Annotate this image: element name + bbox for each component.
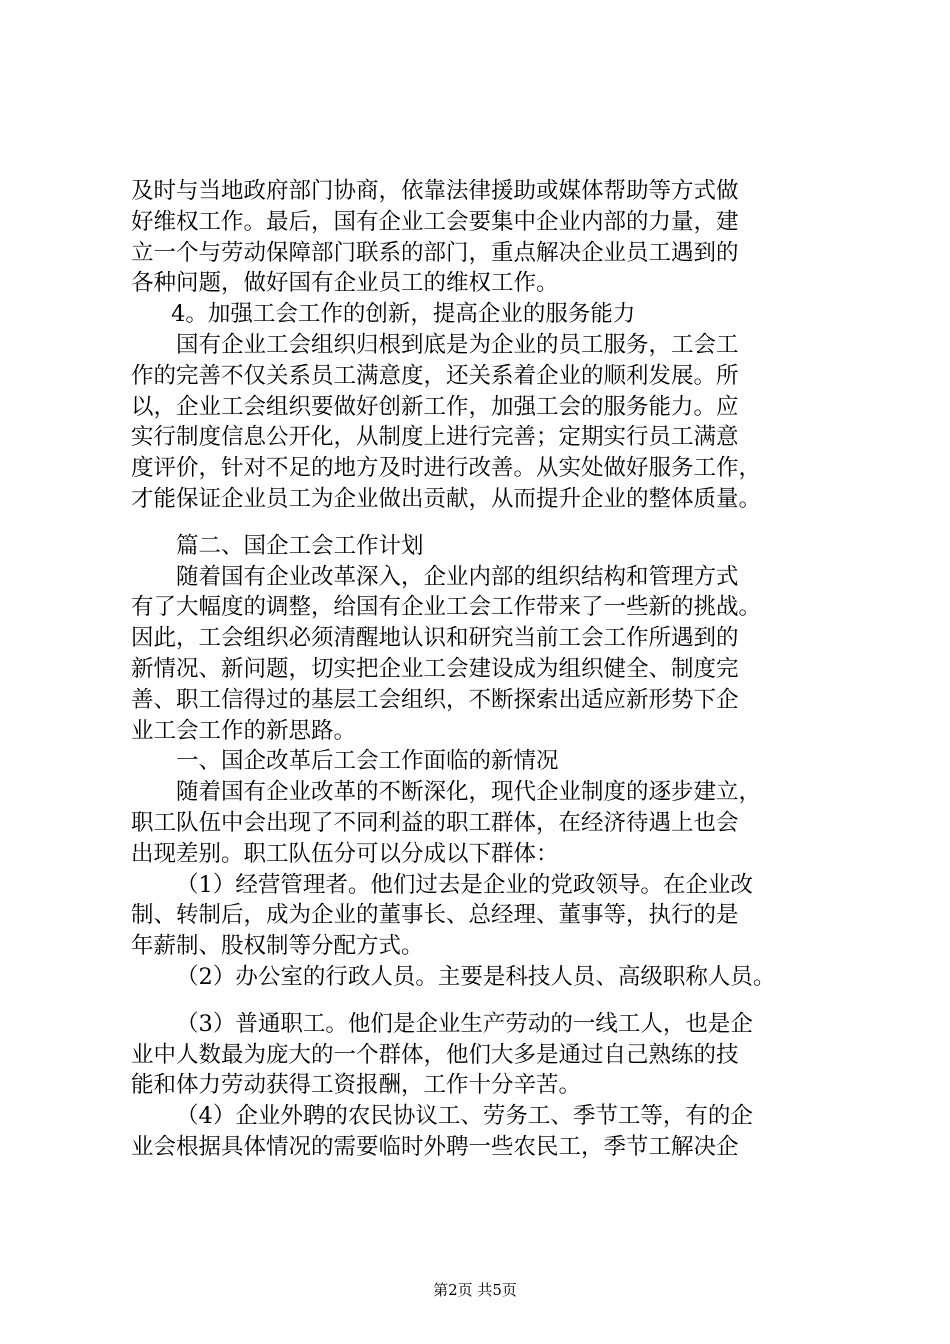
paragraph-rights-protection: [131, 176, 831, 299]
list-item-contract-workers: [131, 1101, 831, 1163]
section-one-title: 一、国企改革后工会工作面临的新情况: [176, 748, 559, 775]
list-item-ordinary-workers: [131, 1009, 831, 1101]
text-line: 国有企业工会组织归根到底是为企业的员工服务，工会工: [176, 331, 739, 358]
text-line: 立一个与劳动保障部门联系的部门，重点解决企业员工遇到的: [131, 239, 739, 266]
paragraph-section-one-intro: [131, 777, 831, 869]
document-body: [131, 176, 831, 1163]
text-line: （2）办公室的行政人员。主要是科技人员、高级职称人员。: [176, 963, 776, 990]
text-line: 出现差别。职工队伍分可以分成以下群体：: [131, 840, 559, 867]
text-line: 年薪制、股权制等分配方式。: [131, 933, 424, 960]
page-number: 第2页 共5页: [433, 1281, 517, 1299]
text-line: 度评价，针对不足的地方及时进行改善。从实处做好服务工作，: [131, 455, 762, 482]
text-line: 能和体力劳动获得工资报酬，工作十分辛苦。: [131, 1072, 582, 1099]
text-line: 好维权工作。最后，国有企业工会要集中企业内部的力量，建: [131, 208, 739, 235]
text-line: 以，企业工会组织要做好创新工作，加强工会的服务能力。应: [131, 393, 739, 420]
list-item-office-staff: [131, 962, 831, 993]
text-line: 作的完善不仅关系员工满意度，还关系着企业的顺利发展。所: [131, 362, 739, 389]
text-line: 各种问题，做好国有企业员工的维权工作。: [131, 270, 559, 297]
paragraph-part2-intro: [131, 562, 831, 747]
text-line: （4）企业外聘的农民协议工、劳务工、季节工等，有的企: [176, 1103, 753, 1130]
text-line: 随着国有企业改革的不断深化，现代企业制度的逐步建立，: [176, 779, 762, 806]
text-line: （3）普通职工。他们是企业生产劳动的一线工人，也是企: [176, 1010, 753, 1037]
text-line: 因此，工会组织必须清醒地认识和研究当前工会工作所遇到的: [131, 625, 739, 652]
text-line: 善、职工信得过的基层工会组织，不断探索出适应新形势下企: [131, 686, 739, 713]
text-line: 职工队伍中会出现了不同利益的职工群体，在经济待遇上也会: [131, 809, 739, 836]
text-line: 业会根据具体情况的需要临时外聘一些农民工，季节工解决企: [131, 1133, 739, 1160]
text-line: 实行制度信息公开化，从制度上进行完善；定期实行员工满意: [131, 424, 739, 451]
list-item-managers: [131, 870, 831, 962]
paragraph-innovation: [131, 330, 831, 515]
paragraph-gap: [131, 515, 831, 531]
paragraph-gap: [131, 993, 831, 1009]
text-line: 随着国有企业改革深入，企业内部的组织结构和管理方式: [176, 563, 739, 590]
text-line: （1）经营管理者。他们过去是企业的党政领导。在企业改: [176, 871, 753, 898]
text-line: 制、转制后，成为企业的董事长、总经理、董事等，执行的是: [131, 902, 739, 929]
part2-title: 篇二、国企工会工作计划: [176, 532, 424, 559]
text-line: 新情况、新问题，切实把企业工会建设成为组织健全、制度完: [131, 655, 739, 682]
text-line: 业中人数最为庞大的一个群体，他们大多是通过自己熟练的技: [131, 1041, 739, 1068]
text-line: 才能保证企业员工为企业做出贡献，从而提升企业的整体质量。: [131, 485, 762, 512]
text-line: 及时与当地政府部门协商，依靠法律援助或媒体帮助等方式做: [131, 178, 739, 204]
heading-innovation: 4。加强工会工作的创新，提高企业的服务能力: [171, 301, 636, 328]
page-footer: [0, 1280, 950, 1300]
text-line: 有了大幅度的调整，给国有企业工会工作带来了一些新的挑战。: [131, 594, 762, 621]
text-line: 业工会工作的新思路。: [131, 717, 357, 744]
